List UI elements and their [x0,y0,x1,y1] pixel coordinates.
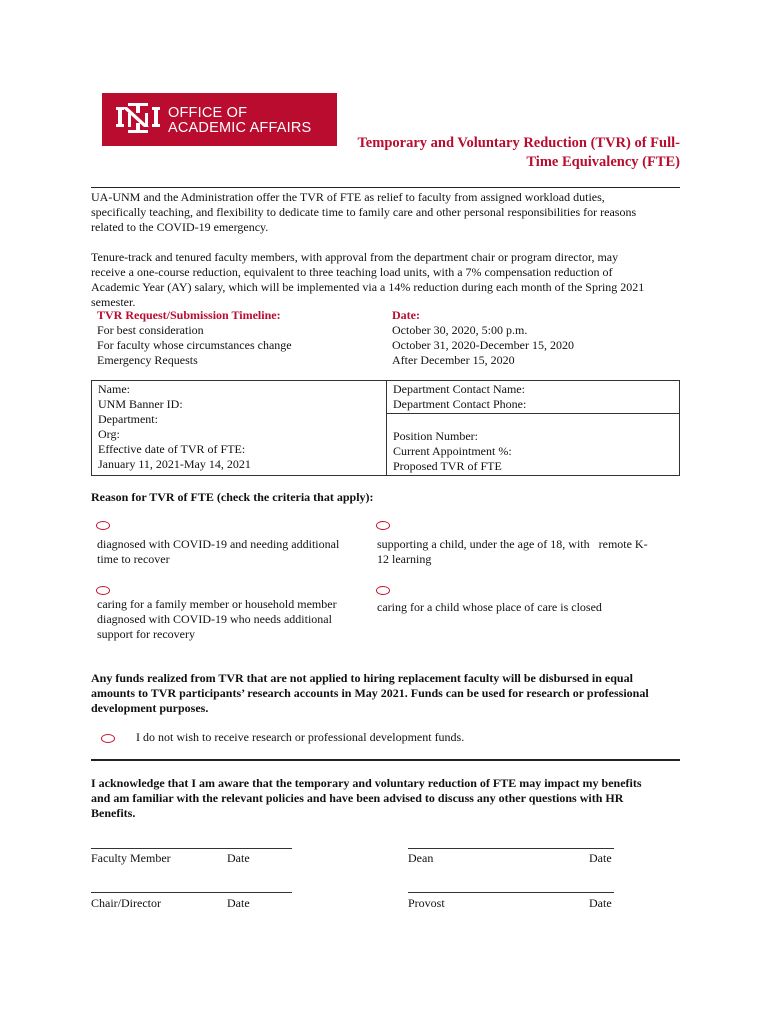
timeline-labels [97,308,397,368]
text-line: and am familiar with the relevant policies and have been advised to discuss any other questions with HR [91,791,624,805]
option-covid-recovery-label [97,537,339,567]
chair-date-label: Date [227,896,250,910]
document-title [320,134,680,172]
faculty-member-label: Faculty Member [91,851,171,865]
opt-out-funds-label: I do not wish to receive research or professional development funds. [136,730,465,744]
dean-date-label: Date [589,851,612,865]
department-contact-phone-label: Department Contact Phone: [393,397,527,411]
funds-notice [91,671,691,716]
text-line: Academic Year (AY) salary, which will be implemented via a 14% reduction during each month of the Spring 2021 [91,280,645,294]
timeline-label: For best consideration [97,323,204,337]
department-contact-cell [387,381,680,414]
opt-out-funds-checkbox[interactable] [101,734,115,743]
timeline-heading: TVR Request/Submission Timeline: [97,308,281,322]
title-divider [91,187,680,188]
timeline-date: October 31, 2020-December 15, 2020 [392,338,574,352]
faculty-info-table [91,380,680,476]
timeline-date: After December 15, 2020 [392,353,515,367]
effective-date-label: Effective date of TVR of FTE: [98,442,246,456]
option-childcare-closed-label [377,600,602,615]
text-line: 12 learning [377,552,432,566]
unm-academic-affairs-logo [102,93,337,146]
logo-line-2: ACADEMIC AFFAIRS [168,120,312,136]
option-family-care-checkbox[interactable] [96,586,110,595]
position-number-label: Position Number: [393,429,479,443]
text-line: supporting a child, under the age of 18, with remote K- [377,537,648,551]
provost-signature-line[interactable] [408,892,614,893]
text-line: Any funds realized from TVR that are not applied to hiring replacement faculty will be disbursed in equal [91,671,633,685]
text-line: caring for a family member or household member [97,597,337,611]
option-family-care-label [97,597,337,642]
text-line: amounts to TVR participants’ research accounts in May 2021. Funds can be used for research or professional [91,686,649,700]
intro-paragraph-1 [91,190,686,235]
text-line: specifically teaching, and flexibility to dedicate time to family care and other personal responsibilities for reasons [91,205,637,219]
text-line: development purposes. [91,701,209,715]
timeline-dates [392,308,682,368]
provost-date-label: Date [589,896,612,910]
name-field-label: Name: [98,382,130,396]
logo-text [168,106,311,136]
department-contact-name-label: Department Contact Name: [393,382,525,396]
text-line: I acknowledge that I am aware that the temporary and voluntary reduction of FTE may impact my benefits [91,776,642,790]
timeline-date: October 30, 2020, 5:00 p.m. [392,323,528,337]
acknowledge-divider [91,759,680,761]
text-line: receive a one-course reduction, equivalent to three teaching load units, with a 7% compensation reduction of [91,265,613,279]
title-line-2: Time Equivalency (FTE) [526,154,680,170]
option-childcare-closed-checkbox[interactable] [376,586,390,595]
dean-label: Dean [408,851,434,865]
text-line: time to recover [97,552,170,566]
text-line: caring for a child whose place of care is closed [377,600,602,614]
text-line: diagnosed with COVID-19 who needs additional [97,612,332,626]
title-line-1: Temporary and Voluntary Reduction (TVR) of Full- [357,135,680,151]
option-covid-recovery-checkbox[interactable] [96,521,110,530]
timeline-date-heading: Date: [392,308,420,322]
position-info-cell [387,414,680,476]
dean-signature-line[interactable] [408,848,614,849]
text-line: UA-UNM and the Administration offer the TVR of FTE as relief to faculty from assigned workload duties, [91,190,605,204]
unm-logo-icon [114,103,162,137]
faculty-info-left-cell [92,381,387,476]
department-field-label: Department: [98,412,158,426]
timeline-label: For faculty whose circumstances change [97,338,292,352]
acknowledgement-text [91,776,691,821]
option-remote-learning-checkbox[interactable] [376,521,390,530]
text-line: Tenure-track and tenured faculty members, with approval from the department chair or program director, may [91,250,619,264]
intro-paragraph-2 [91,250,686,310]
option-remote-learning-label [377,537,648,567]
banner-id-field-label: UNM Banner ID: [98,397,183,411]
chair-signature-line[interactable] [91,892,292,893]
org-field-label: Org: [98,427,120,441]
timeline-label: Emergency Requests [97,353,198,367]
chair-director-label: Chair/Director [91,896,161,910]
text-line: semester. [91,295,136,309]
text-line: diagnosed with COVID-19 and needing additional [97,537,340,551]
faculty-signature-line[interactable] [91,848,292,849]
faculty-date-label: Date [227,851,250,865]
text-line: support for recovery [97,627,195,641]
current-appointment-label: Current Appointment %: [393,444,512,458]
text-line: Benefits. [91,806,136,820]
proposed-tvr-label: Proposed TVR of FTE [393,459,502,473]
text-line: related to the COVID-19 emergency. [91,220,269,234]
logo-line-1: OFFICE OF [168,105,248,121]
effective-date-value: January 11, 2021-May 14, 2021 [98,457,251,471]
provost-label: Provost [408,896,445,910]
reason-heading: Reason for TVR of FTE (check the criteria that apply): [91,490,374,504]
